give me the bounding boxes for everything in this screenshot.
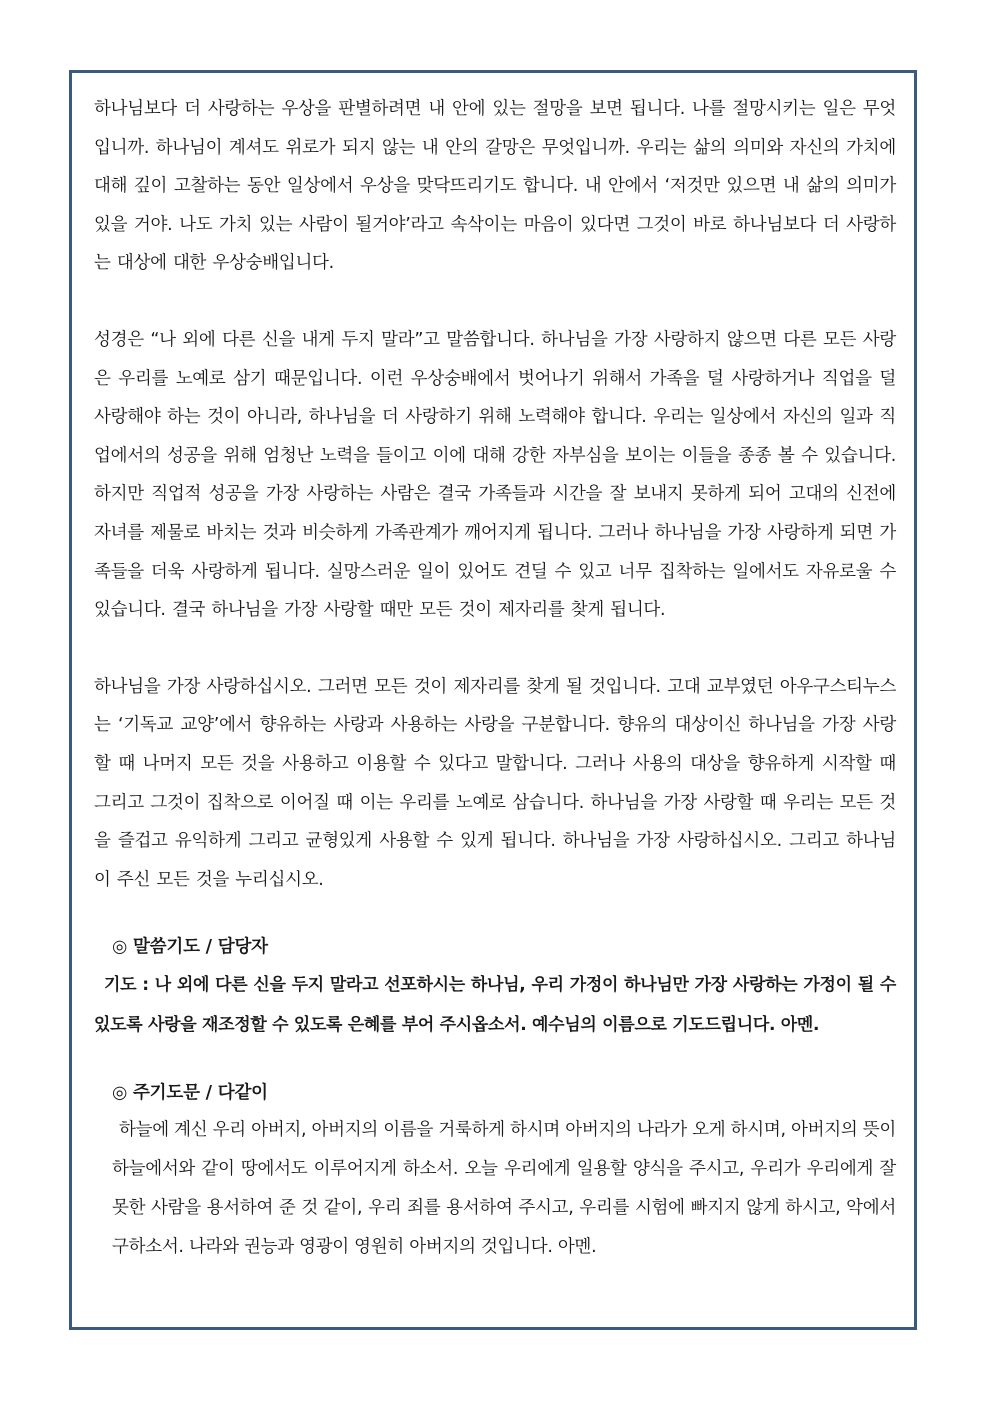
section-spacer bbox=[94, 899, 896, 929]
paragraph-first-commandment: 성경은 “나 외에 다른 신을 내게 두지 말라”고 말씀합니다. 하나님을 가장 사랑하지 않으면 다른 모든 사랑은 우리를 노예로 삼기 때문입니다. 이런 우상숭배에서 벗어나기 위해서 가족을 덜 사랑하거나 직업을 덜 사랑해야 하는 것이 아니라, 하나님을 더 사랑하기 위해 노력해야 합니다. 우리는 일상에서 자신의 일과 직업에서의 성공을 위해 엄청난 노력을 들이고 이에 대해 강한 자부심을 보이는 이들을 종종 볼 수 있습니다. 하지만 직업적 성공을 가장 사랑하는 사람은 결국 가족들과 시간을 잘 보내지 못하게 되어 고대의 신전에 자녀를 제물로 바치는 것과 비슷하게 가족관계가 깨어지게 됩니다. 그러나 하나님을 가장 사랑하게 되면 가족들을 더욱 사랑하게 됩니다. 실망스러운 일이 있어도 견딜 수 있고 너무 집착하는 일에서도 자유로울 수 있습니다. 결국 하나님을 가장 사랑할 때만 모든 것이 제자리를 찾게 됩니다. bbox=[94, 329, 896, 621]
prayer-heading: ◎ 말씀기도 / 담당자 bbox=[112, 937, 268, 958]
lords-prayer-text: 하늘에 계신 우리 아버지, 아버지의 이름을 거룩하게 하시며 아버지의 나라가 오게 하시며, 아버지의 뜻이 하늘에서와 같이 땅에서도 이루어지게 하소서. 오늘 우리에게 일용할 양식을 주시고, 우리가 우리에게 잘못한 사람을 용서하여 준 것 같이, 우리 죄를 용서하여 주시고, 우리를 시험에 빠지지 않게 하시고, 악에서 구하소서. 나라와 권능과 영광이 영원히 아버지의 것입니다. 아멘. bbox=[112, 1120, 896, 1258]
lords-prayer-section bbox=[94, 1075, 896, 1267]
paragraph-spacer bbox=[94, 283, 896, 321]
document-frame bbox=[69, 70, 917, 1330]
prayer-text: 기도 : 나 외에 다른 신을 두지 말라고 선포하시는 하나님, 우리 가정이 하나님만 가장 사랑하는 가정이 될 수 있도록 사랑을 재조정할 수 있도록 은혜를 부어 주시옵소서. 예수님의 이름으로 기도드립니다. 아멘. bbox=[94, 975, 896, 1036]
prayer-section bbox=[94, 929, 896, 1045]
lords-prayer-text-block bbox=[112, 1111, 896, 1267]
paragraph-augustine: 하나님을 가장 사랑하십시오. 그러면 모든 것이 제자리를 찾게 될 것입니다. 고대 교부였던 아우구스티누스는 ‘기독교 교양’에서 향유하는 사랑과 사용하는 사랑을 구분합니다. 향유의 대상이신 하나님을 가장 사랑할 때 나머지 모든 것을 사용하고 이용할 수 있다고 말합니다. 그러나 사용의 대상을 향유하게 시작할 때 그리고 그것이 집착으로 이어질 때 이는 우리를 노예로 삼습니다. 하나님을 가장 사랑할 때 우리는 모든 것을 즐겁고 유익하게 그리고 균형있게 사용할 수 있게 됩니다. 하나님을 가장 사랑하십시오. 그리고 하나님이 주신 모든 것을 누리십시오. bbox=[94, 676, 896, 890]
prayer-text-block bbox=[94, 965, 896, 1045]
section-spacer bbox=[94, 1045, 896, 1075]
document-body bbox=[94, 90, 896, 1267]
paragraph-idolatry-despair: 하나님보다 더 사랑하는 우상을 판별하려면 내 안에 있는 절망을 보면 됩니다. 나를 절망시키는 일은 무엇입니까. 하나님이 계셔도 위로가 되지 않는 내 안의 갈망은 무엇입니까. 우리는 삶의 의미와 자신의 가치에 대해 깊이 고찰하는 동안 일상에서 우상을 맞닥뜨리기도 합니다. 내 안에서 ‘저것만 있으면 내 삶의 의미가 있을 거야. 나도 가치 있는 사람이 될거야’라고 속삭이는 마음이 있다면 그것이 바로 하나님보다 더 사랑하는 대상에 대한 우상숭배입니다. bbox=[94, 99, 896, 274]
lords-prayer-heading: ◎ 주기도문 / 다같이 bbox=[112, 1083, 268, 1104]
paragraph-spacer bbox=[94, 630, 896, 668]
